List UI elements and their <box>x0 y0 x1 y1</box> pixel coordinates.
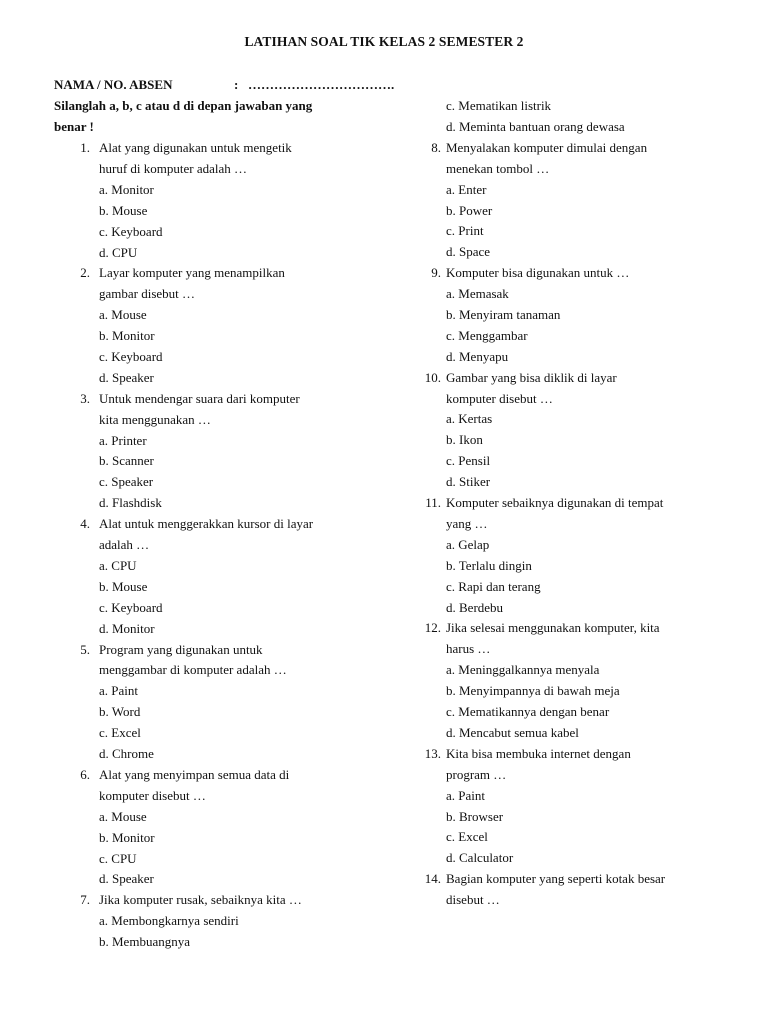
question-text: kita menggunakan … <box>99 412 211 427</box>
answer-option: d. Mencabut semua kabel <box>446 725 579 740</box>
answer-option: c. Speaker <box>99 474 154 489</box>
answer-option: b. Mouse <box>99 579 148 594</box>
question-text: harus … <box>446 641 491 656</box>
question-text: adalah … <box>99 537 150 552</box>
answer-option: b. Mouse <box>99 203 148 218</box>
answer-option: d. Space <box>446 244 491 259</box>
answer-option: a. Gelap <box>446 537 490 552</box>
question-text: yang … <box>446 516 488 531</box>
answer-option: a. Mouse <box>99 307 147 322</box>
name-colon: : <box>234 77 239 92</box>
answer-option: b. Membuangnya <box>99 934 190 949</box>
question-text: Komputer bisa digunakan untuk … <box>446 265 630 280</box>
answer-option: b. Browser <box>446 809 504 824</box>
question-text: Kita bisa membuka internet dengan <box>446 746 631 761</box>
question-text: menekan tombol … <box>446 161 550 176</box>
answer-option: d. Chrome <box>99 746 154 761</box>
question-text: program … <box>446 767 507 782</box>
question-text: Alat yang menyimpan semua data di <box>99 767 290 782</box>
answer-option: c. Menggambar <box>446 328 528 343</box>
answer-option: c. Keyboard <box>99 600 163 615</box>
answer-option: c. Keyboard <box>99 224 163 239</box>
question-text: Jika selesai menggunakan komputer, kita <box>446 620 660 635</box>
question-number: 8. <box>431 140 441 155</box>
question-number: 14. <box>424 871 441 886</box>
answer-option: c. Excel <box>99 725 141 740</box>
answer-option: a. Printer <box>99 433 147 448</box>
answer-option: c. CPU <box>99 851 137 866</box>
question-text: Alat untuk menggerakkan kursor di layar <box>99 516 314 531</box>
answer-option: b. Power <box>446 203 493 218</box>
page-title: LATIHAN SOAL TIK KELAS 2 SEMESTER 2 <box>244 34 524 49</box>
question-text: gambar disebut … <box>99 286 196 301</box>
answer-option: a. Kertas <box>446 411 493 426</box>
answer-option: d. Calculator <box>446 850 514 865</box>
question-number: 11. <box>425 495 441 510</box>
question-text: disebut … <box>446 892 500 907</box>
question-text: huruf di komputer adalah … <box>99 161 248 176</box>
question-number: 6. <box>80 767 90 782</box>
answer-option: d. Berdebu <box>446 600 504 615</box>
answer-option: d. Speaker <box>99 871 154 886</box>
answer-option: a. Meninggalkannya menyala <box>446 662 600 677</box>
question-text: Bagian komputer yang seperti kotak besar <box>446 871 666 886</box>
question-text: komputer disebut … <box>99 788 206 803</box>
answer-option: a. Enter <box>446 182 487 197</box>
question-number: 3. <box>80 391 90 406</box>
answer-option: a. Monitor <box>99 182 154 197</box>
answer-option: d. Monitor <box>99 621 155 636</box>
answer-option: b. Menyimpannya di bawah meja <box>446 683 620 698</box>
question-text: Untuk mendengar suara dari komputer <box>99 391 300 406</box>
answer-option: d. CPU <box>99 245 138 260</box>
question-text: Alat yang digunakan untuk mengetik <box>99 140 292 155</box>
question-number: 12. <box>424 620 441 635</box>
answer-option: c. Mematikannya dengan benar <box>446 704 610 719</box>
answer-option: b. Monitor <box>99 328 155 343</box>
question-number: 10. <box>424 370 441 385</box>
answer-option: b. Scanner <box>99 453 154 468</box>
question-number: 2. <box>80 265 90 280</box>
answer-option: c. Mematikan listrik <box>446 98 552 113</box>
question-text: komputer disebut … <box>446 391 553 406</box>
name-label: NAMA / NO. ABSEN <box>54 77 173 92</box>
question-text: Menyalakan komputer dimulai dengan <box>446 140 648 155</box>
answer-option: a. Memasak <box>446 286 509 301</box>
answer-option: c. Rapi dan terang <box>446 579 541 594</box>
question-text: Jika komputer rusak, sebaiknya kita … <box>99 892 302 907</box>
question-number: 5. <box>80 642 90 657</box>
question-number: 1. <box>80 140 90 155</box>
answer-option: a. Paint <box>446 788 485 803</box>
answer-option: c. Pensil <box>446 453 491 468</box>
answer-option: a. Membongkarnya sendiri <box>99 913 239 928</box>
answer-option: d. Menyapu <box>446 349 509 364</box>
instruction-line-1: Silanglah a, b, c atau d di depan jawaban yang <box>54 98 313 113</box>
question-text: Layar komputer yang menampilkan <box>99 265 285 280</box>
answer-option: c. Excel <box>446 829 488 844</box>
answer-option: b. Monitor <box>99 830 155 845</box>
name-blank: ……………………………. <box>248 77 395 92</box>
answer-option: a. Mouse <box>99 809 147 824</box>
question-number: 13. <box>424 746 441 761</box>
answer-option: b. Menyiram tanaman <box>446 307 561 322</box>
answer-option: d. Speaker <box>99 370 154 385</box>
answer-option: d. Meminta bantuan orang dewasa <box>446 119 625 134</box>
answer-option: a. Paint <box>99 683 138 698</box>
answer-option: d. Stiker <box>446 474 491 489</box>
answer-option: c. Keyboard <box>99 349 163 364</box>
question-number: 7. <box>80 892 90 907</box>
question-number: 9. <box>431 265 441 280</box>
question-text: Program yang digunakan untuk <box>99 642 263 657</box>
answer-option: b. Terlalu dingin <box>446 558 532 573</box>
answer-option: a. CPU <box>99 558 137 573</box>
answer-option: b. Word <box>99 704 141 719</box>
question-number: 4. <box>80 516 90 531</box>
answer-option: c. Print <box>446 223 484 238</box>
question-text: Komputer sebaiknya digunakan di tempat <box>446 495 664 510</box>
question-text: Gambar yang bisa diklik di layar <box>446 370 617 385</box>
answer-option: d. Flashdisk <box>99 495 162 510</box>
answer-option: b. Ikon <box>446 432 483 447</box>
question-text: menggambar di komputer adalah … <box>99 662 287 677</box>
instruction-line-2: benar ! <box>54 119 94 134</box>
